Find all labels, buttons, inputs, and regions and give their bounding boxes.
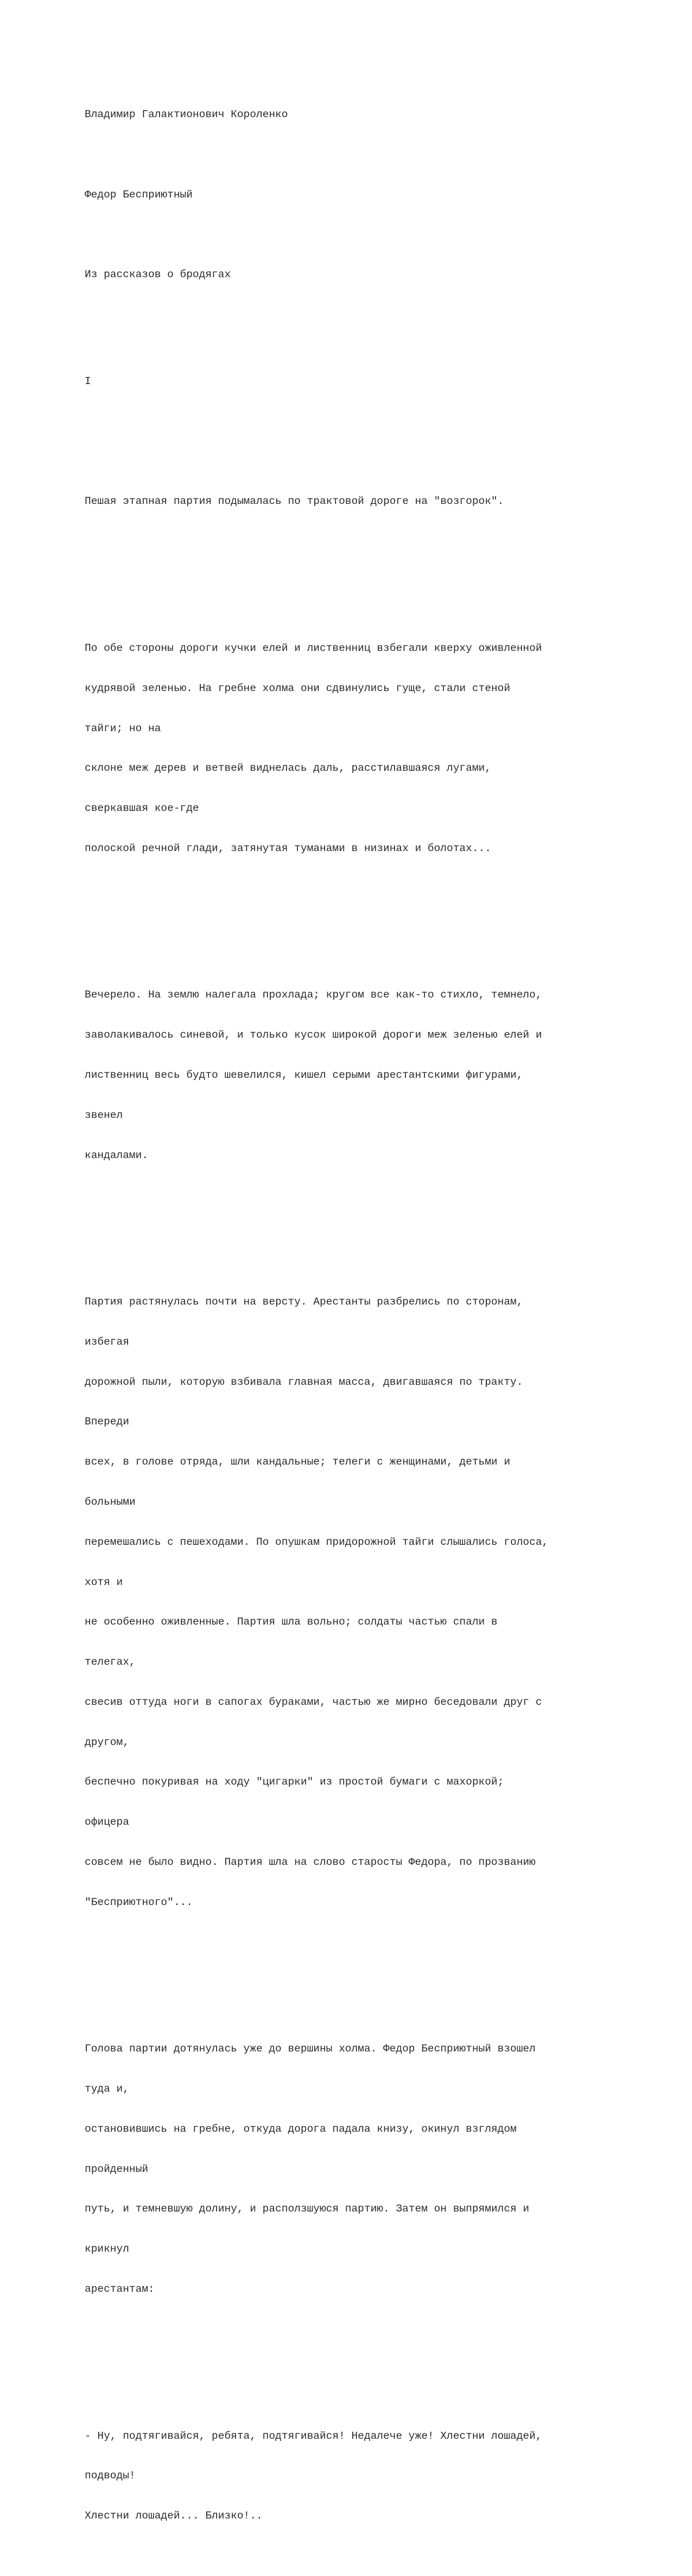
text-line: звенел <box>85 1109 123 1121</box>
text-line: "Бесприютного"... <box>85 1896 193 1908</box>
text-line: совсем не было видно. Партия шла на слово старосты Федора, по прозванию <box>85 1856 536 1868</box>
text-line: лиственниц весь будто шевелился, кишел серыми арестантскими фигурами, <box>85 1069 523 1081</box>
text-line: Партия растянулась почти на версту. Арестанты разбрелись по сторонам, <box>85 1296 523 1308</box>
text-line: Вечерело. На землю налегала прохлада; кругом все как-то стихло, темнело, <box>85 989 542 1001</box>
text-line: полоской речной глади, затянутая туманами в низинах и болотах... <box>85 842 491 854</box>
text-line: беспечно покуривая на ходу "цигарки" из простой бумаги с махоркой; <box>85 1776 504 1788</box>
text-line: другом, <box>85 1736 129 1748</box>
paragraph-5 <box>85 2016 660 2323</box>
text-line: свесив оттуда ноги в сапогах бураками, частью же мирно беседовали друг с <box>85 1696 542 1708</box>
text-line: тайги; но на <box>85 722 161 734</box>
text-line: крикнул <box>85 2243 129 2255</box>
text-line: телегах, <box>85 1656 136 1669</box>
text-line: дорожной пыли, которую взбивала главная масса, двигавшаяся по тракту. <box>85 1376 523 1388</box>
text-line: всех, в голове отряда, шли кандальные; телеги с женщинами, детьми и <box>85 1456 511 1468</box>
text-line: путь, и темневшую долину, и расползшуюся партию. Затем он выпрямился и <box>85 2203 530 2215</box>
text-line: сверкавшая кое-где <box>85 802 199 815</box>
text-line: перемешались с пешеходами. По опушкам придорожной тайги слышались голоса, <box>85 1536 549 1548</box>
paragraph-4 <box>85 1269 660 1936</box>
text-line: Впереди <box>85 1416 129 1428</box>
paragraph-2 <box>85 615 660 882</box>
text-line: туда и, <box>85 2083 129 2095</box>
text-line: офицера <box>85 1816 129 1829</box>
text-line: кандалами. <box>85 1149 149 1161</box>
document-body <box>85 81 660 2576</box>
text-line: арестантам: <box>85 2283 155 2295</box>
text-line: хотя и <box>85 1576 123 1588</box>
story-subtitle: Из рассказов о бродягах <box>85 269 231 281</box>
text-line: подводы! <box>85 2470 136 2482</box>
text-line: не особенно оживленные. Партия шла вольно; солдаты частью спали в <box>85 1616 498 1628</box>
paragraph-3 <box>85 962 660 1188</box>
paragraph-6 <box>85 2402 660 2549</box>
text-line: склоне меж дерев и ветвей виднелась даль, расстилавшаяся лугами, <box>85 762 491 775</box>
text-line: остановившись на гребне, откуда дорога падала книзу, окинул взглядом <box>85 2123 517 2135</box>
story-title: Федор Бесприютный <box>85 188 193 201</box>
text-line: Пешая этапная партия подымалась по трактовой дороге на "возгорок". <box>85 495 504 508</box>
text-line: заволакивалось синевой, и только кусок широкой дороги меж зеленью елей и <box>85 1029 542 1041</box>
text-line: кудрявой зеленью. На гребне холма они сдвинулись гуще, стали стеной <box>85 682 511 694</box>
text-line: Голова партии дотянулась уже до вершины холма. Федор Бесприютный взошел <box>85 2043 536 2055</box>
paragraph-1 <box>85 468 660 535</box>
text-line: Хлестни лошадей... Близко!.. <box>85 2510 263 2522</box>
text-line: избегая <box>85 1335 129 1348</box>
text-line: больными <box>85 1495 136 1508</box>
text-line: пройденный <box>85 2163 149 2175</box>
author-name: Владимир Галактионович Короленко <box>85 108 288 121</box>
text-line: По обе стороны дороги кучки елей и лиственниц взбегали кверху оживленной <box>85 642 542 654</box>
text-line: - Ну, подтягивайся, ребята, подтягивайся! Недалече уже! Хлестни лошадей, <box>85 2430 542 2442</box>
chapter-heading: I <box>85 375 91 388</box>
